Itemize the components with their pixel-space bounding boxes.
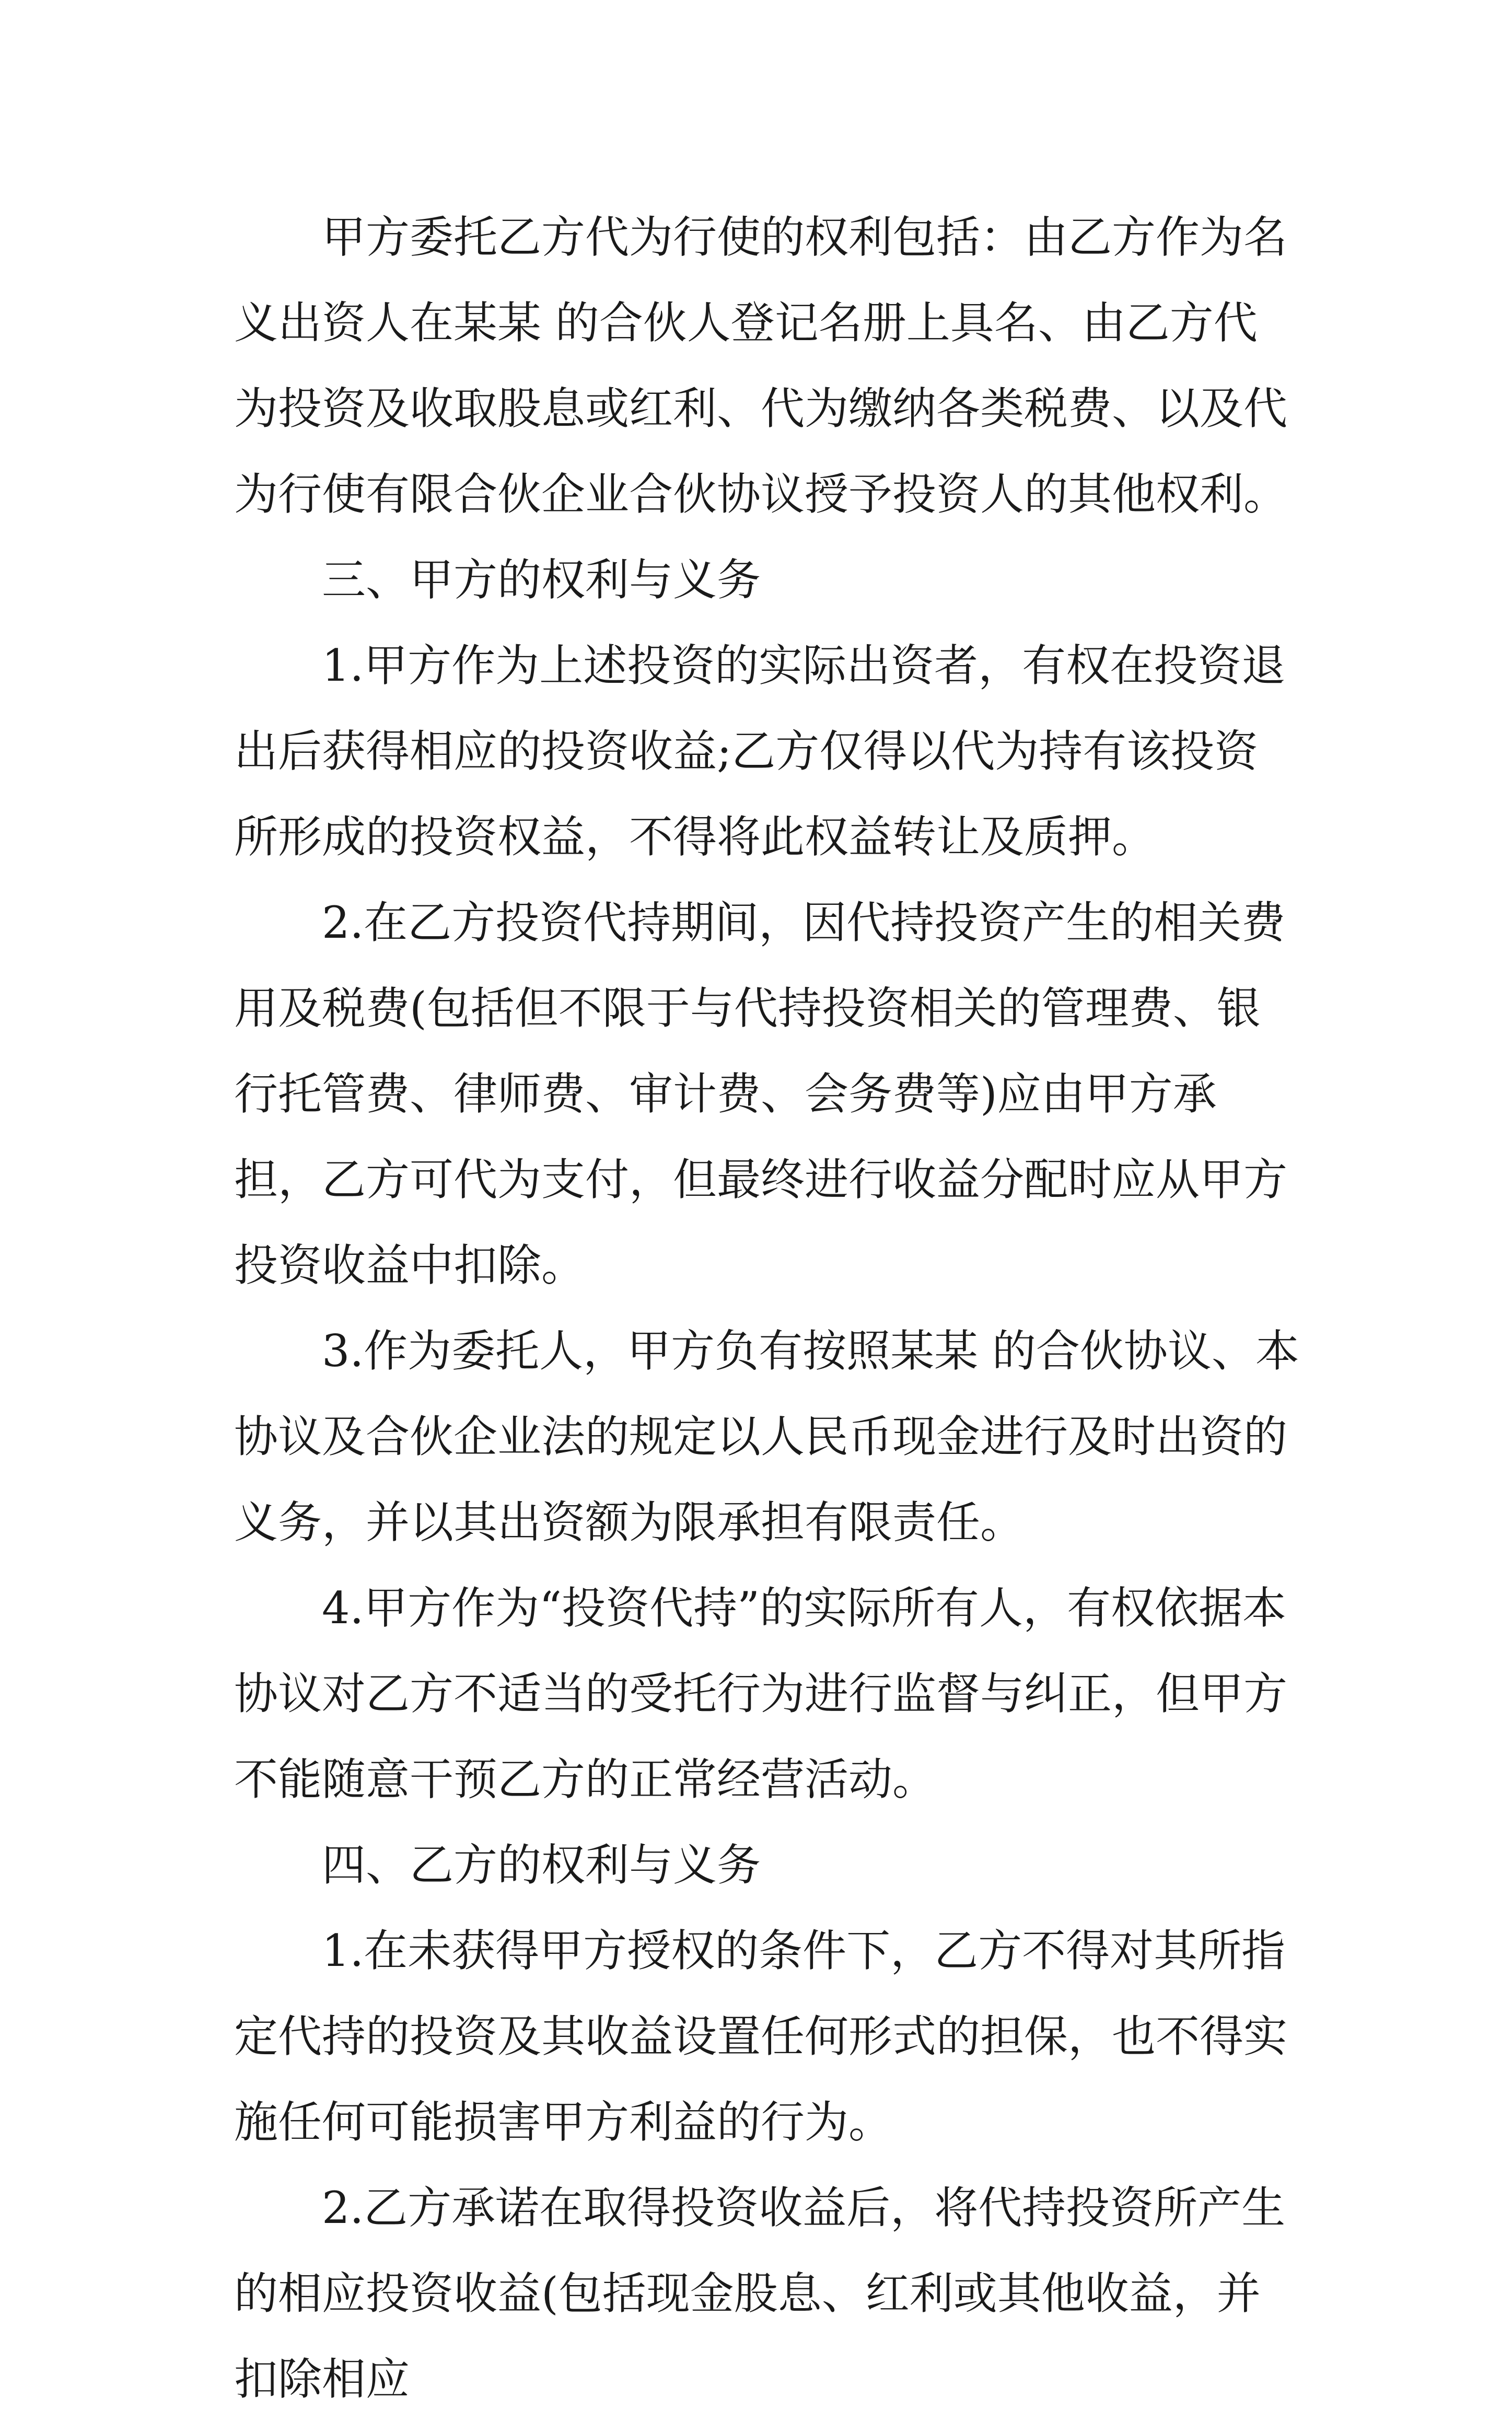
paragraph-entrusted-rights: 甲方委托乙方代为行使的权利包括：由乙方作为名义出资人在某某 的合伙人登记名册上具名、由乙方代为投资及收取股息或红利、代为缴纳各类税费、以及代为行使有限合伙企业合伙协议授予投资人的其他权利。: [234, 212, 1288, 520]
section-heading-party-a-rights: 三、甲方的权利与义务: [322, 554, 761, 606]
paragraph-party-b-clause-1: 1.在未获得甲方授权的条件下，乙方不得对其所指定代持的投资及其收益设置任何形式的担保，也不得实施任何可能损害甲方利益的行为。: [234, 1925, 1288, 2148]
paragraph-party-a-clause-4: 4.甲方作为“投资代持”的实际所有人，有权依据本协议对乙方不适当的受托行为进行监督与纠正，但甲方不能随意干预乙方的正常经营活动。: [234, 1582, 1288, 1805]
section-heading-party-b-rights: 四、乙方的权利与义务: [322, 1839, 761, 1891]
paragraph-party-a-clause-1: 1.甲方作为上述投资的实际出资者，有权在投资退出后获得相应的投资收益;乙方仅得以代为持有该投资所形成的投资权益，不得将此权益转让及质押。: [234, 640, 1286, 863]
paragraph-party-a-clause-3: 3.作为委托人，甲方负有按照某某 的合伙协议、本协议及合伙企业法的规定以人民币现金进行及时出资的义务，并以其出资额为限承担有限责任。: [234, 1325, 1299, 1548]
paragraph-party-a-clause-2: 2.在乙方投资代持期间，因代持投资产生的相关费用及税费(包括但不限于与代持投资相关的管理费、银行托管费、律师费、审计费、会务费等)应由甲方承担，乙方可代为支付，但最终进行收益分配时应从甲方投资收益中扣除。: [234, 897, 1288, 1291]
paragraph-party-b-clause-2: 2.乙方承诺在取得投资收益后，将代持投资所产生的相应投资收益(包括现金股息、红利或其他收益，并扣除相应: [234, 2182, 1286, 2405]
document-body: [234, 194, 1300, 2422]
